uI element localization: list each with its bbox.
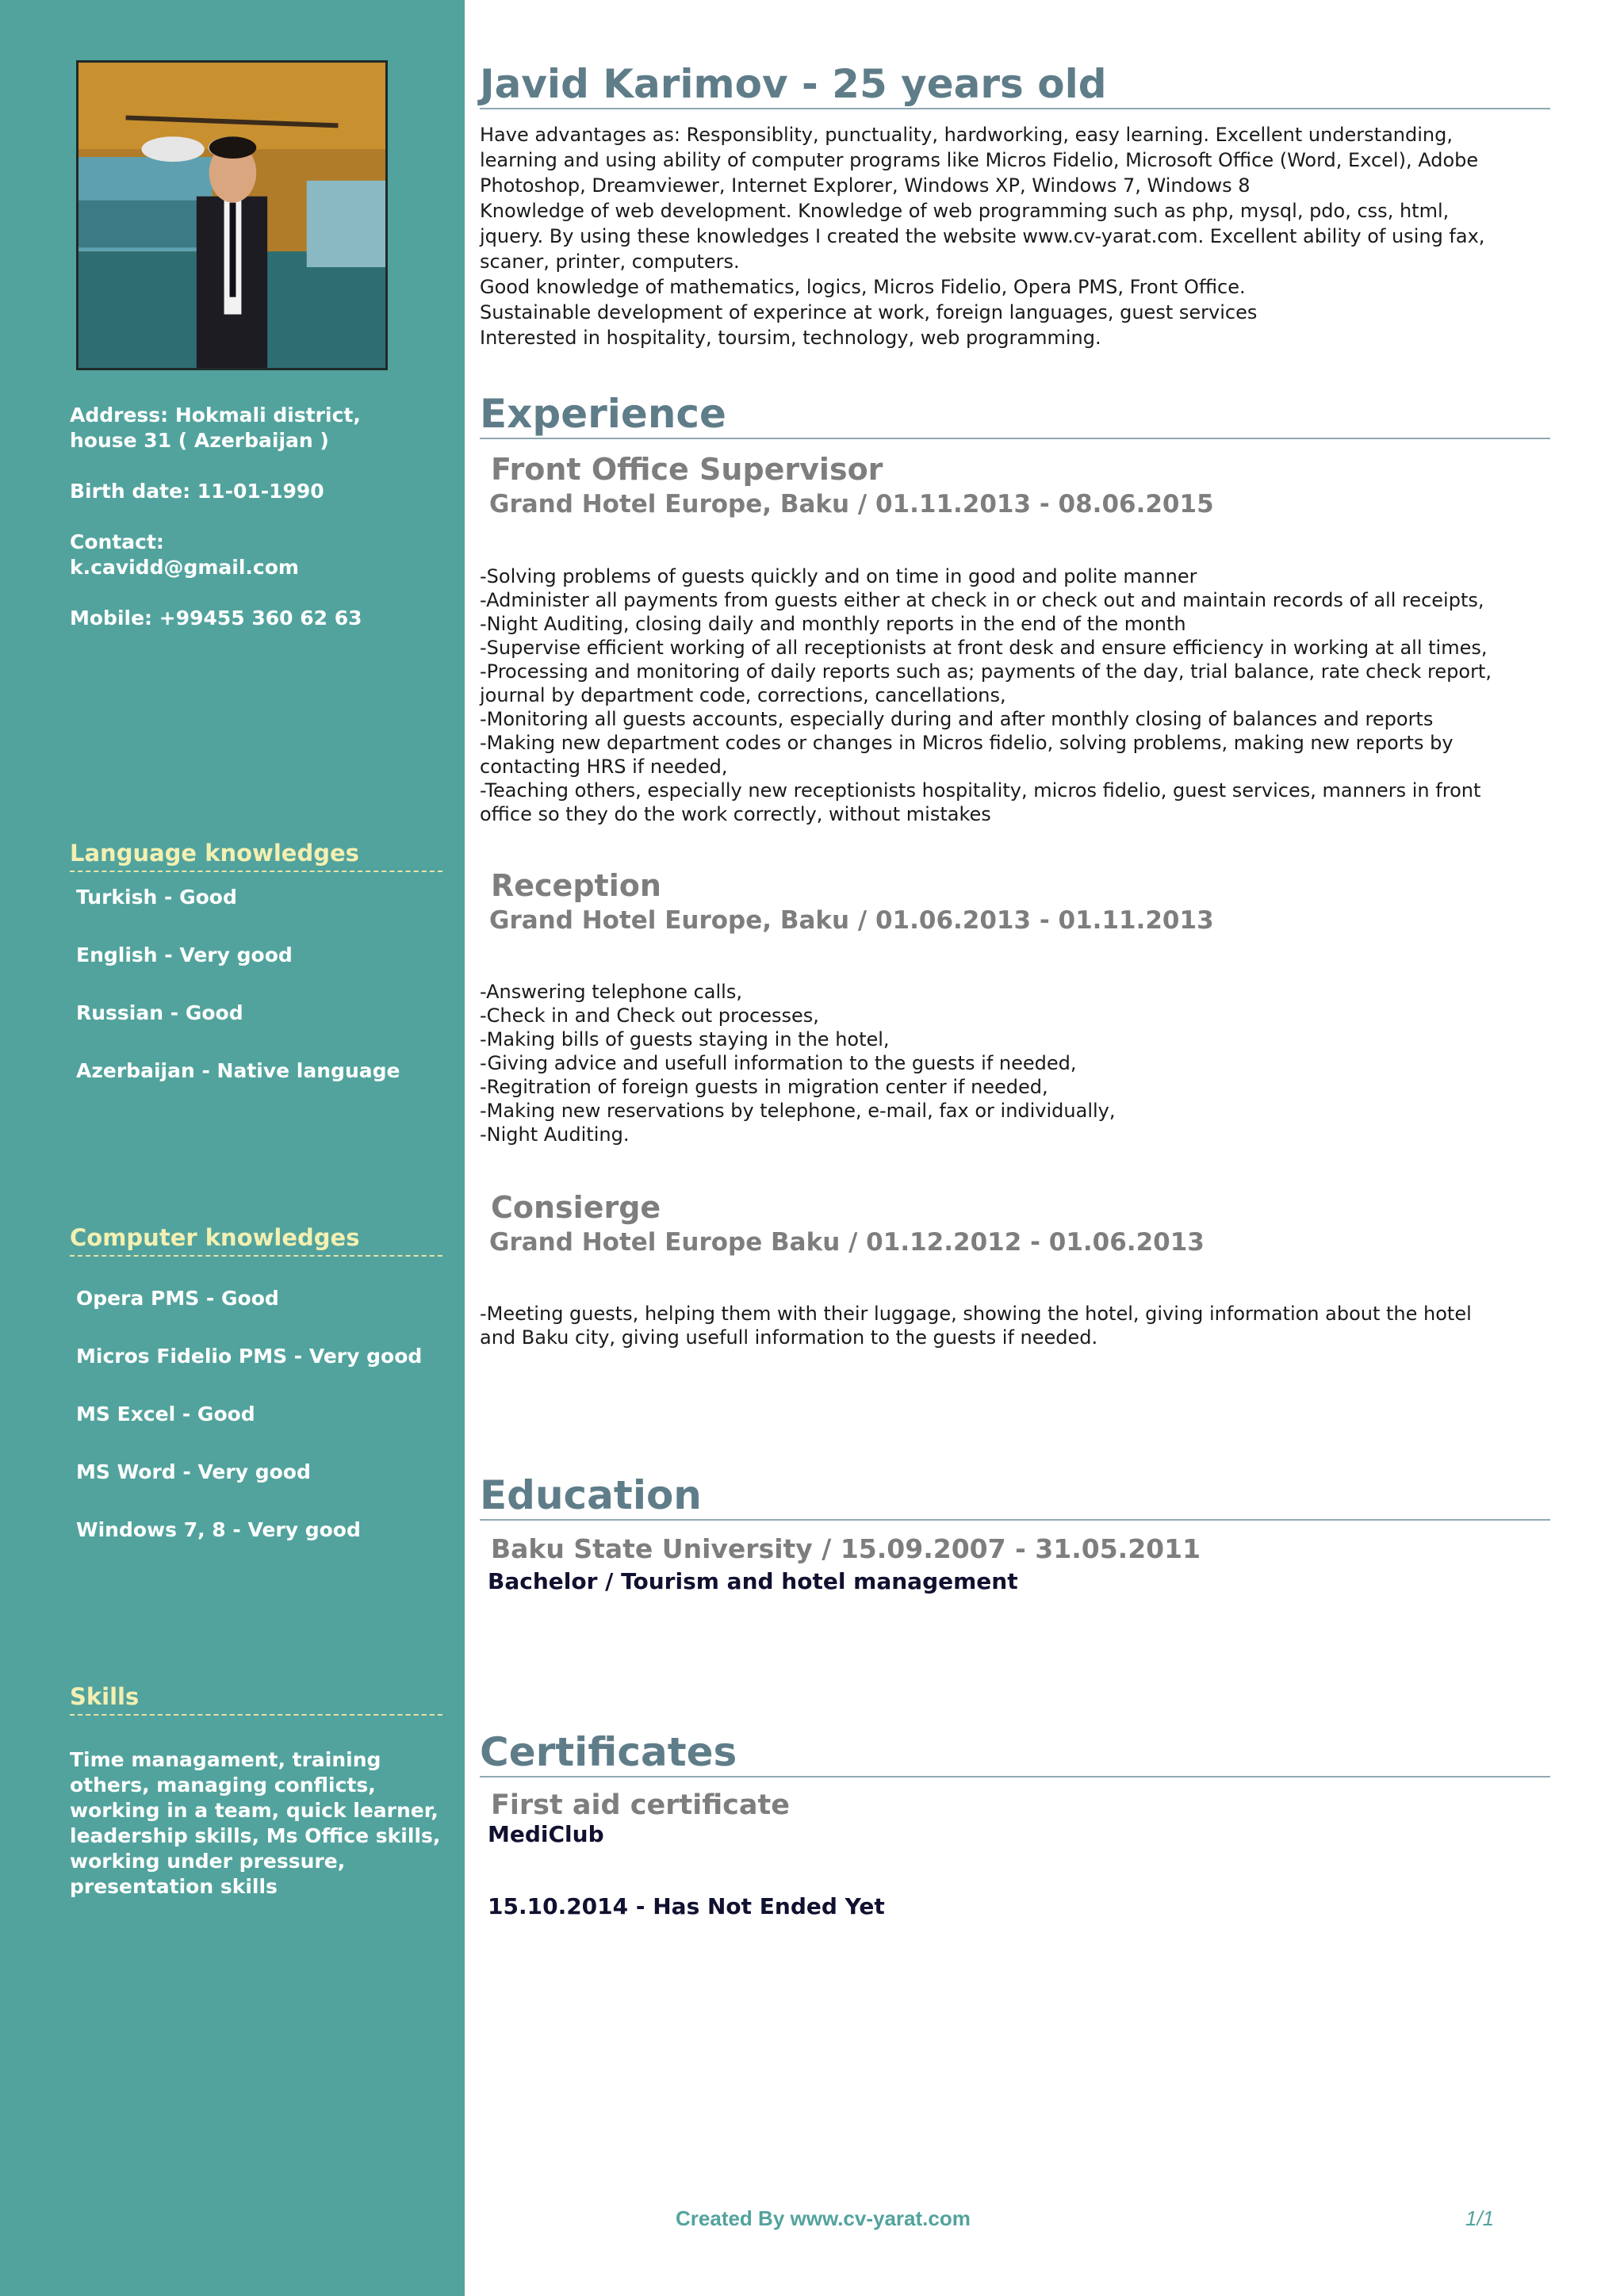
duty-line: -Meeting guests, helping them with their luggage, showing the hotel, giving information about the hotel	[480, 1303, 1472, 1325]
duty-line: -Processing and monitoring of daily reports such as; payments of the day, trial balance, rate check report,	[480, 660, 1492, 683]
summary-line: Have advantages as: Responsiblity, punctuality, hardworking, easy learning. Excellent understanding,	[480, 124, 1453, 146]
profile-photo	[76, 60, 388, 370]
summary-line: Knowledge of web development. Knowledge of web programming such as php, mysql, pdo, css, html,	[480, 200, 1450, 222]
duty-line: and Baku city, giving usefull information to the guests if needed.	[480, 1326, 1098, 1349]
contact-label: Contact:	[70, 530, 164, 553]
duty-line: office so they do the work correctly, without mistakes	[480, 803, 991, 825]
computer-item: MS Word - Very good	[76, 1460, 311, 1483]
summary-line: Photoshop, Dreamviewer, Internet Explorer, Windows XP, Windows 7, Windows 8	[480, 174, 1251, 197]
job-title: Front Office Supervisor	[491, 452, 883, 487]
job-duties	[480, 980, 1550, 1146]
address-line: house 31 ( Azerbaijan )	[70, 429, 329, 452]
footer-created-by[interactable]: Created By www.cv-yarat.com	[676, 2206, 971, 2230]
computer-item: Windows 7, 8 - Very good	[76, 1518, 361, 1541]
duty-line: -Check in and Check out processes,	[480, 1004, 819, 1027]
page-title: Javid Karimov - 25 years old	[480, 60, 1550, 109]
languages-heading: Language knowledges	[70, 839, 442, 872]
experience-heading: Experience	[480, 390, 1550, 439]
certificate-dates: 15.10.2014 - Has Not Ended Yet	[488, 1893, 885, 1919]
duty-line: -Making new reservations by telephone, e-mail, fax or individually,	[480, 1100, 1116, 1122]
education-degree: Bachelor / Tourism and hotel management	[488, 1568, 1018, 1594]
job-subtitle: Grand Hotel Europe, Baku / 01.11.2013 - 08.06.2015	[489, 490, 1214, 519]
duty-line: -Giving advice and usefull information to the guests if needed,	[480, 1052, 1077, 1074]
duty-line: -Making bills of guests staying in the hotel,	[480, 1028, 890, 1050]
duty-line: journal by department code, corrections, cancellations,	[480, 684, 1006, 706]
duty-line: -Regitration of foreign guests in migration center if needed,	[480, 1076, 1048, 1098]
summary-line: Interested in hospitality, toursim, technology, web programming.	[480, 327, 1101, 349]
email[interactable]: k.cavidd@gmail.com	[70, 556, 299, 579]
computer-item: MS Excel - Good	[76, 1402, 255, 1425]
education-heading: Education	[480, 1471, 1550, 1521]
summary	[480, 122, 1550, 350]
sidebar	[0, 0, 465, 2296]
job-subtitle: Grand Hotel Europe, Baku / 01.06.2013 - 01.11.2013	[489, 906, 1214, 935]
skills-line: presentation skills	[70, 1875, 278, 1898]
summary-line: Good knowledge of mathematics, logics, Micros Fidelio, Opera PMS, Front Office.	[480, 276, 1246, 298]
duty-line: -Teaching others, especially new receptionists hospitality, micros fidelio, guest services, manners in front	[480, 779, 1481, 802]
skills-line: working under pressure,	[70, 1850, 346, 1873]
summary-line: scaner, printer, computers.	[480, 251, 740, 273]
language-item: Turkish - Good	[76, 886, 237, 909]
skills-line: working in a team, quick learner,	[70, 1799, 439, 1822]
computer-item: Micros Fidelio PMS - Very good	[76, 1345, 423, 1368]
duty-line: -Solving problems of guests quickly and on time in good and polite manner	[480, 565, 1197, 587]
skills-line: Time managament, training	[70, 1748, 381, 1771]
job-title: Consierge	[491, 1190, 661, 1225]
duty-line: contacting HRS if needed,	[480, 756, 728, 778]
education-school: Baku State University / 15.09.2007 - 31.05.2011	[491, 1533, 1201, 1564]
computer-item: Opera PMS - Good	[76, 1287, 279, 1310]
job-duties	[480, 564, 1550, 826]
certificate-issuer: MediClub	[488, 1821, 604, 1847]
summary-line: jquery. By using these knowledges I created the website www.cv-yarat.com. Excellent ability of using fax,	[480, 225, 1485, 247]
skills-line: leadership skills, Ms Office skills,	[70, 1824, 441, 1847]
duty-line: -Administer all payments from guests either at check in or check out and maintain records of all receipts,	[480, 589, 1484, 611]
language-item: Azerbaijan - Native language	[76, 1059, 400, 1082]
certificates-heading: Certificates	[480, 1728, 1550, 1777]
job-duties	[480, 1302, 1550, 1349]
job-title: Reception	[491, 868, 661, 903]
address	[70, 403, 442, 453]
skills-text	[70, 1747, 442, 1900]
duty-line: -Night Auditing.	[480, 1123, 630, 1146]
job-subtitle: Grand Hotel Europe Baku / 01.12.2012 - 01.06.2013	[489, 1228, 1205, 1257]
computer-heading: Computer knowledges	[70, 1223, 442, 1257]
summary-line: Sustainable development of experince at work, foreign languages, guest services	[480, 301, 1258, 323]
skills-heading: Skills	[70, 1682, 442, 1716]
language-item: English - Very good	[76, 943, 293, 966]
page-number: 1/1	[1465, 2206, 1495, 2230]
language-item: Russian - Good	[76, 1001, 243, 1024]
duty-line: -Supervise efficient working of all receptionists at front desk and ensure efficiency in working at all times,	[480, 637, 1488, 659]
summary-line: learning and using ability of computer programs like Micros Fidelio, Microsoft Office (Word, Excel), Adobe	[480, 149, 1479, 171]
duty-line: -Monitoring all guests accounts, especially during and after monthly closing of balances and reports	[480, 708, 1434, 730]
duty-line: -Making new department codes or changes in Micros fidelio, solving problems, making new reports by	[480, 732, 1454, 754]
mobile: Mobile: +99455 360 62 63	[70, 607, 362, 629]
skills-line: others, managing conflicts,	[70, 1774, 376, 1797]
duty-line: -Night Auditing, closing daily and monthly reports in the end of the month	[480, 613, 1186, 635]
address-line: Address: Hokmali district,	[70, 404, 361, 427]
birth-date: Birth date: 11-01-1990	[70, 480, 324, 503]
certificate-name: First aid certificate	[491, 1789, 791, 1821]
duty-line: -Answering telephone calls,	[480, 981, 742, 1003]
